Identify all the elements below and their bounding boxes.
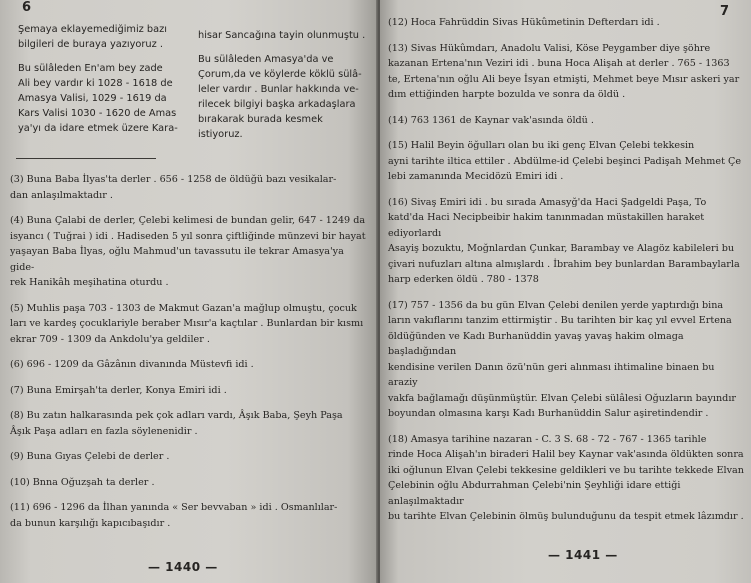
paragraph: hisar Sancağına tayin olunmuştu . [198,30,366,41]
footnote-6: (6) 696 - 1209 da Gâzânın divanında Müstevfi idi . [10,359,254,370]
footnote-18: (18) Amasya tarihine nazaran - C. 3 S. 68 - 72 - 767 - 1365 tarihle rinde Hoca Alişah'ın biraderi Halil bey Kaynar vak'asında öldükten sonra iki oğlunun Elvan Çelebi tekkesine geldikleri ve bu tarihte tekkede Elvan Çelebinin oğlu Abdurrahman Çelebi'nin Şeyhliği idare ettiği anlaşılmaktadır bu tarihte Elvan Çelebinin ölmüş bulunduğunu da tespit etmek lâzımdır . [388,433,744,522]
right-page-number: 7 [719,4,729,19]
footnote-5: (5) Muhlis paşa 703 - 1303 de Makmut Gazan'a mağlup olmuştu, çocuk ları ve kardeş çocuklariyle beraber Mısır'a kaçtılar . Bunlardan bir kısmı ekrar 709 - 1309 da Ankdolu'ya geldiler . [10,302,364,345]
footnote-15: (15) Halil Beyin öğulları olan bu iki genç Elvan Çelebi tekkesin ayni tarihte iltica ettiler . Abdülme-id Çelebi beşinci Padişah Mehmet Çe lebi zamanında Mecidözü Emiri idi . [388,140,742,182]
footnote-10: (10) Bnna Oğuzşah ta derler . [10,476,155,488]
right-footnotes [388,15,744,535]
paragraph: Şemaya eklayemediğimiz bazı bilgileri de buraya yazıyoruz . [18,24,168,50]
footnote-14: (14) 763 1361 de Kaynar vak'asında öldü . [388,114,594,126]
left-page-number: 6 [22,0,32,15]
footnote-11: (11) 696 - 1296 da İlhan yanında « Ser bevvaban » idi . Osmanlılar- da bunun karşılığı kapıcıbaşıdır . [10,502,338,529]
left-footnotes [10,172,370,541]
left-column-b [198,28,368,151]
footnote-13: (13) Sivas Hükûmdarı, Anadolu Valisi, Köse Peygamber diye şöhre kazanan Ertena'nın Veziri idi . buna Hoca Alişah at derler . 765 - 1363 te, Ertena'nın oğlu Ali beye İsyan etmişti, Mehmet beye Mısır askeri yar dım ettiğinden harpte bozulda ve sonra da öldü . [388,42,740,100]
footnote-4: (4) Buna Çalabi de derler, Çelebi kelimesi de bundan gelir, 647 - 1249 da isyancı ( Tuğrai ) idi . Hadiseden 5 yıl sonra çiftliğinde münzevi bir hayat yaşayan Baba İlyas, oğlu Mahmud'un tavassutu ile tekrar Amasya'ya gide- rek Hanikâh meşihatina oturdu . [10,215,366,288]
footnote-17: (17) 757 - 1356 da bu gün Elvan Çelebi denilen yerde yaptırdığı bina ların vakıflarını tanzim ettirmiştir . Bu tarihten bir kaç yıl evvel Ertena öldüğünden ve Kadı Burhanüddin yavaş yavaş hakim olmaga başladığından kendisine verilen Danın özü'nün geri alınması ihtimaline binaen bu araziy vakfa bağlamağı düşünmüştür. Elvan Çelebi sülâlesi Oğuzların bayındır boyundan olmasına karşı Kadı Burhanüddin Salur aşiretindendir . [388,299,736,419]
paragraph: Bu sülâleden En'am bey zade Ali bey vardır ki 1028 - 1618 de Amasya Valisi, 1029 - 1619 da Kars Valisi 1030 - 1620 de Amas ya'yı da idare etmek üzere Kara- [18,63,178,134]
footnote-divider [16,158,156,159]
footnote-12: (12) Hoca Fahrüddin Sivas Hükûmetinin Defterdarı idi . [388,17,660,28]
footnote-3: (3) Buna Baba İlyas'ta derler . 656 - 1258 de öldüğü bazı vesikalar- dan anlaşılmaktadır . [10,174,337,201]
paragraph: Bu sülâleden Amasya'da ve Çorum,da ve köylerde köklü sülâ- leler vardır . Bunlar hakkında ve- rilecek bilgiyi başka arkadaşlara bırakarak burada kesmek istiyoruz. [198,54,362,140]
right-folio: — 1441 — [548,548,618,562]
left-folio: — 1440 — [148,560,218,574]
left-column-a [18,22,186,145]
footnote-16: (16) Sivaş Emiri idi . bu sırada Amasyğ'da Haci Şadgeldi Paşa, To katd'da Haci Necipbeibir hakim tanınmadan müstakillen haraket ediyorlardı Asayiş bozuktu, Moğnlardan Çunkar, Barambay ve Alagöz kabileleri bu çivari nufuzları altına almışlardı . İbrahim bey bunlardan Barambaylarla harp ederken öldü . 780 - 1378 [388,196,740,285]
footnote-8: (8) Bu zatın halkarasında pek çok adları vardı, Âşık Baba, Şeyh Paşa Âşık Paşa adları en fazla söylenenidir . [10,410,343,437]
footnote-9: (9) Buna Gıyas Çelebi de derler . [10,451,170,462]
right-page [380,0,751,583]
footnote-7: (7) Buna Emirşah'ta derler, Konya Emiri idi . [10,384,227,396]
